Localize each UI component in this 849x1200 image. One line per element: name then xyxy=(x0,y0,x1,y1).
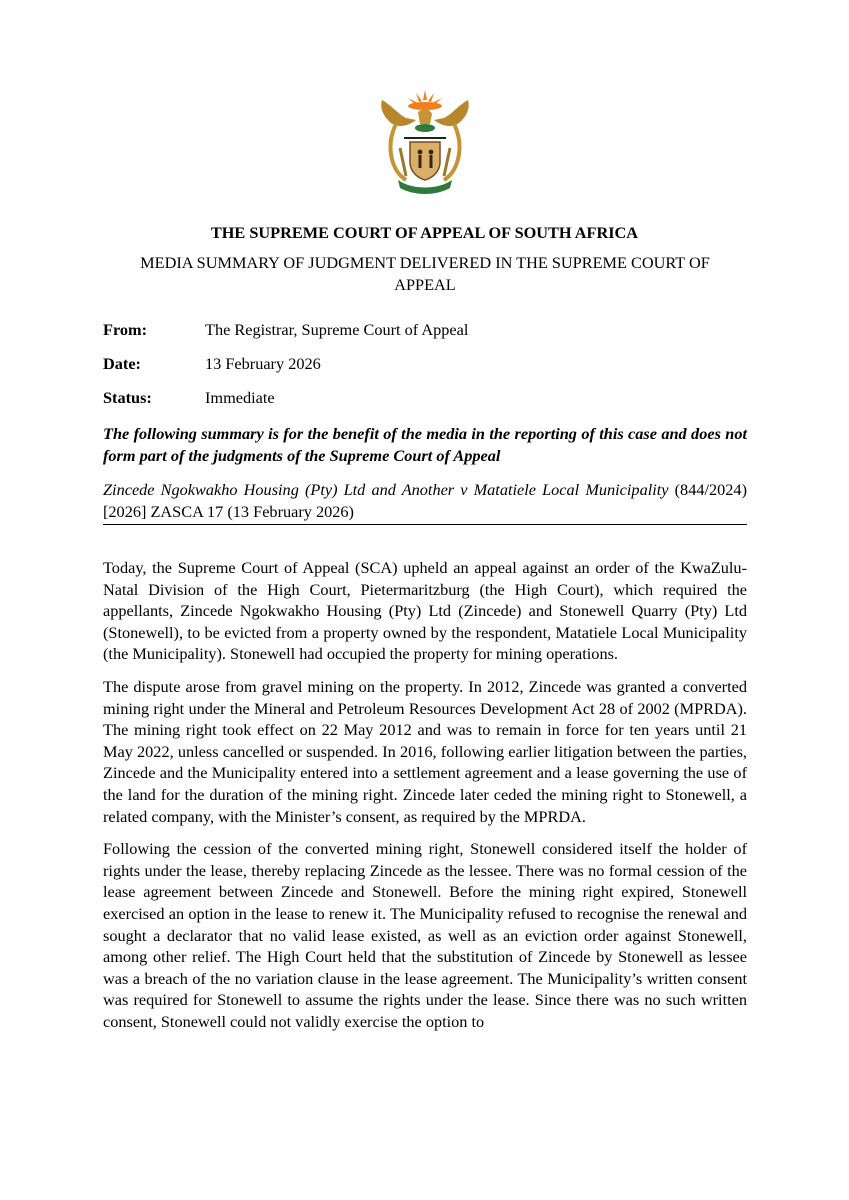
divider xyxy=(103,524,747,525)
case-number: (844/2024) [2026] ZASCA 17 (13 February 2026) xyxy=(103,480,747,521)
meta-value: 13 February 2026 xyxy=(205,354,321,373)
meta-label: Date: xyxy=(103,354,141,373)
coat-of-arms-logo xyxy=(376,84,474,196)
media-notice: The following summary is for the benefit of the media in the reporting of this case and does not form part of the judgments of the Supreme Court of Appeal xyxy=(103,424,747,465)
media-summary-subtitle: MEDIA SUMMARY OF JUDGMENT DELIVERED IN THE SUPREME COURT OF APPEAL xyxy=(140,253,710,294)
meta-label: From: xyxy=(103,320,148,339)
paragraph: Today, the Supreme Court of Appeal (SCA) upheld an appeal against an order of the KwaZulu-Natal Division of the High Court, Pietermaritzburg (the High Court), which required the appellants, Zincede Ngokwakho Housing (Pty) Ltd (Zincede) and Stonewell Quarry (Pty) Ltd (Stonewell), to be evicted from a property owned by the respondent, Matatiele Local Municipality (the Municipality). Stonewell had occupied the property for mining operations. xyxy=(103,558,747,664)
paragraph: The dispute arose from gravel mining on the property. In 2012, Zincede was granted a converted mining right under the Mineral and Petroleum Resources Development Act 28 of 2002 (MPRDA). The mining right took effect on 22 May 2012 and was to remain in force for ten years until 21 May 2022, unless cancelled or suspended. In 2016, following earlier litigation between the parties, Zincede and the Municipality entered into a settlement agreement and a lease governing the use of the land for the duration of the mining right. Zincede later ceded the mining right to Stonewell, a related company, with the Minister’s consent, as required by the MPRDA. xyxy=(103,676,747,826)
case-citation xyxy=(103,479,747,523)
meta-value: Immediate xyxy=(205,388,275,407)
court-title: THE SUPREME COURT OF APPEAL OF SOUTH AFRICA xyxy=(210,223,639,242)
meta-value: The Registrar, Supreme Court of Appeal xyxy=(205,320,469,339)
paragraph: Following the cession of the converted mining right, Stonewell considered itself the holder of rights under the lease, thereby replacing Zincede as the lessee. There was no formal cession of the lease agreement between Zincede and Stonewell. Before the mining right expired, Stonewell exercised an option in the lease to renew it. The Municipality refused to recognise the renewal and sought a declarator that no valid lease existed, as well as an eviction order against Stonewell, among other relief. The High Court held that the substitution of Zincede by Stonewell as lessee was a breach of the no variation clause in the lease agreement. The Municipality’s written consent was required for Stonewell to assume the rights under the lease. Since there was no such written consent, Stonewell could not validly exercise the option to xyxy=(103,839,747,1031)
summary-body xyxy=(103,557,747,1043)
meta-label: Status: xyxy=(103,388,152,407)
case-name: Zincede Ngokwakho Housing (Pty) Ltd and Another v Matatiele Local Municipality xyxy=(103,480,669,499)
